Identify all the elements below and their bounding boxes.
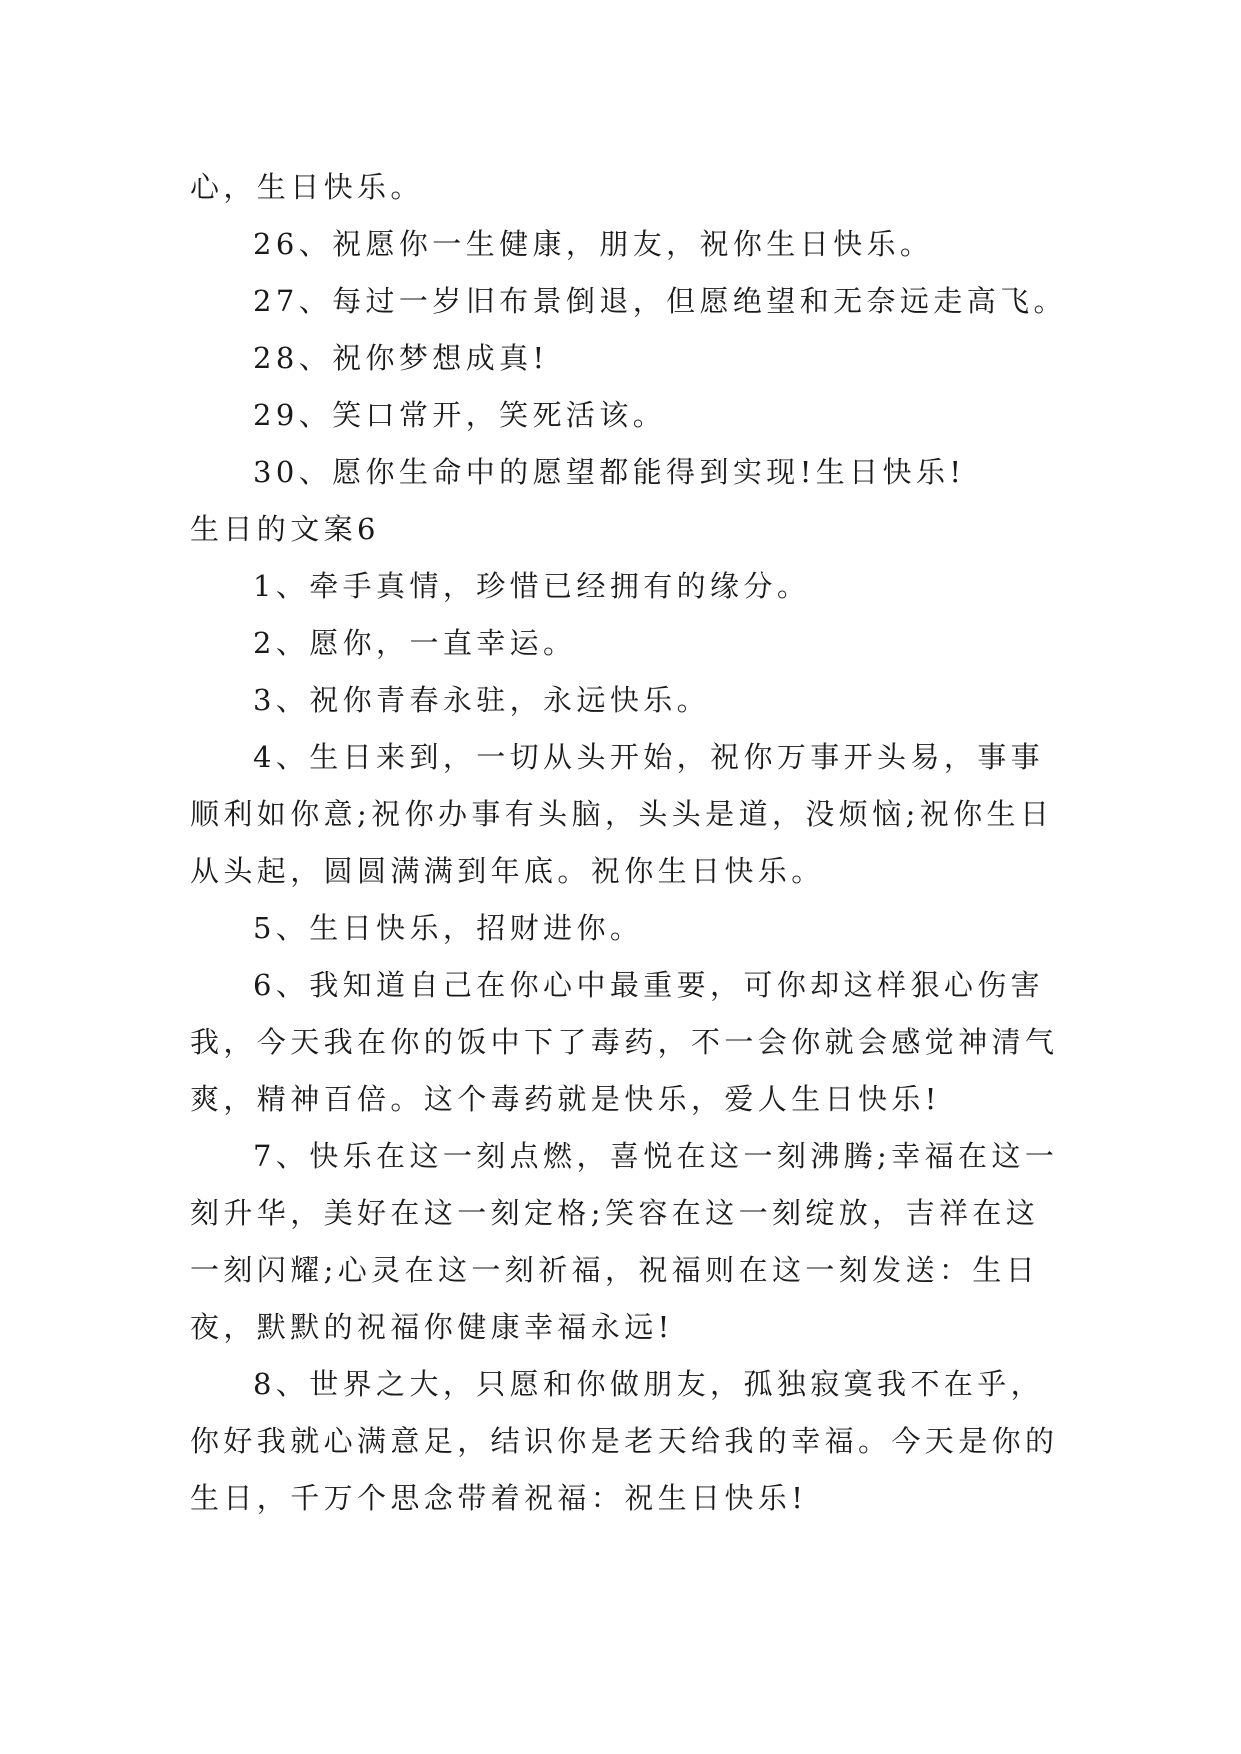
paragraph-line: 刻升华，美好在这一刻定格;笑容在这一刻绽放，吉祥在这 [190, 1196, 1040, 1230]
paragraph-line: 29、笑口常开，笑死活该。 [253, 398, 667, 432]
paragraph-line: 6、我知道自己在你心中最重要，可你却这样狠心伤害 [253, 968, 1045, 1002]
paragraph-line: 7、快乐在这一刻点燃，喜悦在这一刻沸腾;幸福在这一 [253, 1139, 1059, 1173]
paragraph-line: 3、祝你青春永驻，永远快乐。 [253, 683, 711, 717]
paragraph-line: 你好我就心满意足，结识你是老天给我的幸福。今天是你的 [190, 1424, 1059, 1458]
section-heading: 生日的文案6 [190, 512, 380, 546]
paragraph-line: 1、牵手真情，珍惜已经拥有的缘分。 [253, 569, 811, 603]
paragraph-line: 爽，精神百倍。这个毒药就是快乐，爱人生日快乐! [190, 1082, 941, 1116]
paragraph-line: 夜，默默的祝福你健康幸福永远! [190, 1310, 674, 1344]
paragraph-line: 顺利如你意;祝你办事有头脑，头头是道，没烦恼;祝你生日 [190, 797, 1054, 831]
paragraph-line: 2、愿你，一直幸运。 [253, 626, 577, 660]
paragraph-line: 4、生日来到，一切从头开始，祝你万事开头易，事事 [253, 740, 1045, 774]
paragraph-line: 8、世界之大，只愿和你做朋友，孤独寂寞我不在乎， [253, 1367, 1045, 1401]
paragraph-line: 从头起，圆圆满满到年底。祝你生日快乐。 [190, 854, 825, 888]
paragraph-line: 27、每过一岁旧布景倒退，但愿绝望和无奈远走高飞。 [253, 284, 1067, 318]
paragraph-line: 28、祝你梦想成真! [253, 341, 549, 375]
paragraph-line: 一刻闪耀;心灵在这一刻祈福，祝福则在这一刻发送：生日 [190, 1253, 1040, 1287]
paragraph-line: 生日，千万个思念带着祝福：祝生日快乐! [190, 1481, 808, 1515]
paragraph-line: 30、愿你生命中的愿望都能得到实现!生日快乐! [253, 455, 966, 489]
paragraph-line: 26、祝愿你一生健康，朋友，祝你生日快乐。 [253, 227, 934, 261]
paragraph-line: 我，今天我在你的饭中下了毒药，不一会你就会感觉神清气 [190, 1025, 1059, 1059]
paragraph-line: 5、生日快乐，招财进你。 [253, 911, 644, 945]
paragraph-line: 心，生日快乐。 [190, 170, 424, 204]
